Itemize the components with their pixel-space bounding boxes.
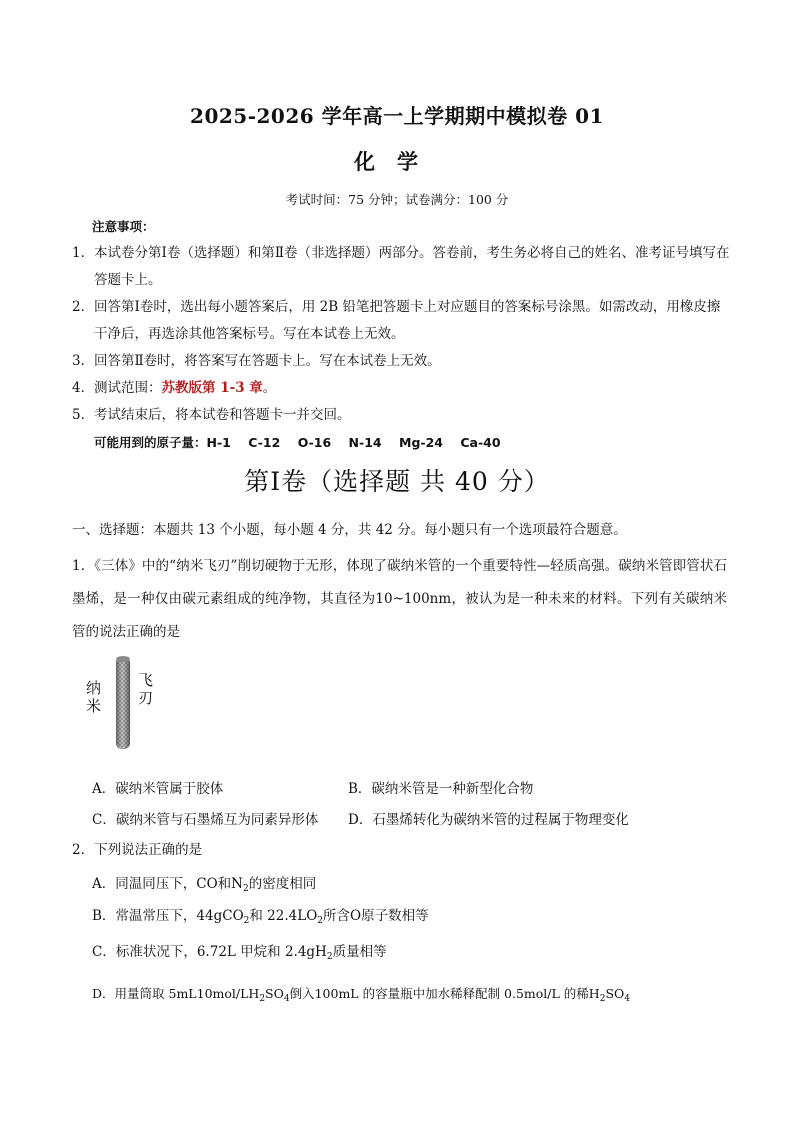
test-scope-highlight: 苏教版第 1-3 章 <box>161 380 263 396</box>
subscript: 2 <box>326 952 333 962</box>
option-label: A． <box>92 876 116 892</box>
subscript: 2 <box>599 994 606 1004</box>
notice-heading: 注意事项： <box>92 219 155 234</box>
notice-item-number: 3． <box>72 353 95 369</box>
option-text: 标准状况下，6.72L 甲烷和 2.4gH <box>115 944 327 960</box>
atomic-masses: 可能用到的原子量：H-1 C-12 O-16 N-14 Mg-24 Ca-40 <box>94 435 501 450</box>
option-text: 的密度相同 <box>248 876 317 892</box>
option-text: SO <box>265 986 284 1001</box>
notice-item <box>72 375 732 402</box>
option-label: B． <box>92 908 116 924</box>
notice-item-text: 。 <box>262 380 277 396</box>
notice-item <box>72 402 732 429</box>
subscript: 2 <box>242 884 249 894</box>
option-d: D．石墨烯转化为碳纳米管的过程属于物理变化 <box>348 812 629 828</box>
carbon-nanotube-figure <box>86 655 166 755</box>
notice-item-number: 2． <box>72 299 95 315</box>
option-a: A．碳纳米管属于胶体 <box>92 781 224 797</box>
option-text: 倒入100mL 的容量瓶中加水稀释配制 0.5mol/L 的稀H <box>289 986 600 1001</box>
section-title: 第Ⅰ卷（选择题 共 40 分） <box>244 467 550 496</box>
option-label: D． <box>92 986 115 1001</box>
notice-item-number: 5． <box>72 407 95 423</box>
figure-label: 纳 <box>86 679 102 697</box>
subscript: 4 <box>283 994 290 1004</box>
option-a <box>92 872 316 892</box>
subject-title: 化学 <box>354 149 440 174</box>
option-d <box>92 984 630 1002</box>
option-text: 质量相等 <box>332 944 387 960</box>
notice-item-number: 4． <box>72 380 95 396</box>
figure-label: 刃 <box>138 689 154 707</box>
option-text: 用量筒取 5mL10mol/LH <box>114 986 260 1001</box>
subscript: 2 <box>259 994 266 1004</box>
option-c <box>92 940 387 960</box>
notice-item-number: 1． <box>72 245 95 261</box>
option-text: 同温同压下，CO和N <box>115 876 243 892</box>
notice-item <box>72 240 732 294</box>
question-2-stem: 2．下列说法正确的是 <box>72 842 203 858</box>
subscript: 2 <box>317 916 323 926</box>
notice-item-text: 测试范围： <box>94 380 162 396</box>
notice-item <box>72 348 732 375</box>
notice-item <box>72 294 732 348</box>
option-text: 所含O原子数相等 <box>323 908 429 924</box>
option-label: C． <box>92 944 116 960</box>
exam-info: 考试时间：75 分钟；试卷满分：100 分 <box>285 192 509 207</box>
option-text: 常温常压下，44gCO <box>115 908 244 924</box>
question-1-stem: 1．《三体》中的“纳米飞刃”削切硬物于无形，体现了碳纳米管的一个重要特性—轻质高强。碳纳米管即管状石墨烯，是一种仅由碳元素组成的纯净物，其直径为10~100nm，被认为是一种未来的材料。下列有关碳纳米管的说法正确的是 <box>72 558 727 640</box>
option-c: C．碳纳米管与石墨烯互为同素异形体 <box>92 812 319 828</box>
nanotube-image <box>112 655 134 751</box>
option-text: 和 22.4LO <box>249 908 318 924</box>
figure-label: 米 <box>86 697 102 715</box>
notice-item-text: 本试卷分第Ⅰ卷（选择题）和第Ⅱ卷（非选择题）两部分。答卷前，考生务必将自己的姓名、准考证号填写在答题卡上。 <box>94 245 730 288</box>
notice-item-text: 回答第Ⅰ卷时，选出每小题答案后，用 2B 铅笔把答题卡上对应题目的答案标号涂黑。如需改动，用橡皮擦干净后，再选涂其他答案标号。写在本试卷上无效。 <box>94 299 721 342</box>
option-b <box>92 904 429 924</box>
subscript: 2 <box>243 916 250 926</box>
notice-item-text: 考试结束后，将本试卷和答题卡一并交回。 <box>94 407 351 423</box>
notice-list <box>72 240 732 456</box>
subscript: 4 <box>624 994 630 1004</box>
exam-title: 2025-2026 学年高一上学期期中模拟卷 01 <box>190 104 604 128</box>
notice-item-text: 回答第Ⅱ卷时，将答案写在答题卡上。写在本试卷上无效。 <box>94 353 441 369</box>
section-intro: 一、选择题：本题共 13 个小题，每小题 4 分，共 42 分。每小题只有一个选项最符合题意。 <box>72 522 627 538</box>
option-b: B．碳纳米管是一种新型化合物 <box>348 781 534 797</box>
option-text: SO <box>605 986 625 1001</box>
figure-label: 飞 <box>138 671 154 689</box>
